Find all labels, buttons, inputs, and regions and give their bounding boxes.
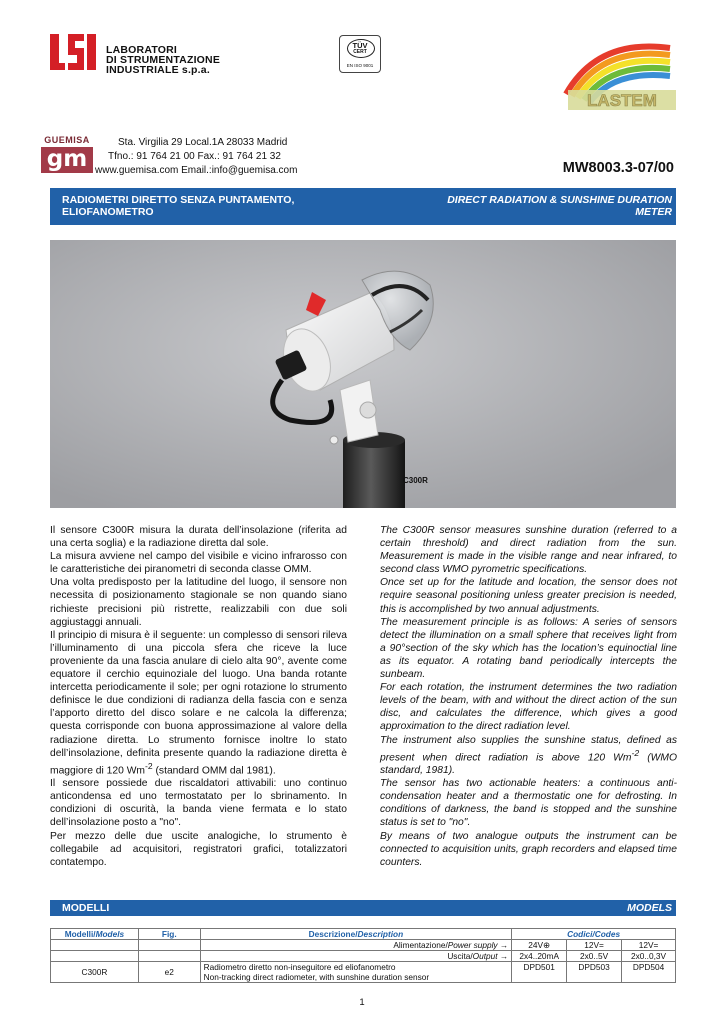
title-band bbox=[50, 188, 676, 225]
output-label bbox=[200, 951, 512, 962]
company-name-line-1: LABORATORI bbox=[106, 44, 178, 56]
header-description bbox=[200, 929, 512, 940]
product-photo bbox=[50, 240, 676, 508]
company-name-line-2: DI STRUMENTAZIONE bbox=[106, 54, 221, 66]
iso-standard: EN ISO 9001 bbox=[346, 63, 374, 68]
header-description-en: Description bbox=[357, 929, 404, 939]
document-code: MW8003.3-07/00 bbox=[562, 160, 674, 176]
supply-label bbox=[200, 940, 512, 951]
models-table bbox=[50, 928, 676, 983]
output-label-it: Uscita/ bbox=[447, 951, 473, 961]
lsi-logo bbox=[50, 32, 96, 72]
header-models-en: Models bbox=[95, 929, 125, 939]
table-row bbox=[51, 962, 676, 973]
row-description-en: Non-tracking direct radiometer, with sunshine duration sensor bbox=[200, 972, 512, 983]
guemisa-logo bbox=[36, 135, 98, 181]
header-codes: Codici/Codes bbox=[512, 929, 676, 940]
row-code-2: DPD503 bbox=[567, 962, 622, 983]
en-paragraph-2: Once set up for the latitude and location, the sensor does not require seasonal positioning unless greater precision is needed, this is accomplished by two annual adjustments. bbox=[380, 577, 677, 615]
title-english-line-2: METER bbox=[635, 206, 672, 218]
header-description-it: Descrizione/ bbox=[308, 929, 358, 939]
output-empty-1 bbox=[51, 951, 139, 962]
row-fig: e2 bbox=[138, 962, 200, 983]
en-unit-exponent: -2 bbox=[631, 747, 640, 758]
description-english bbox=[380, 524, 677, 869]
supply-empty-2 bbox=[138, 940, 200, 951]
en-paragraph-5-text: The instrument also supplies the sunshine status, defined as present when direct radiation is above 120 Wm bbox=[380, 734, 677, 764]
row-description-it: Radiometro diretto non-inseguitore ed eliofanometro bbox=[200, 962, 512, 973]
tuv-mark-text: TÜV bbox=[352, 41, 368, 50]
tuv-certification-mark bbox=[339, 35, 381, 73]
header-models bbox=[51, 929, 139, 940]
output-empty-2 bbox=[138, 951, 200, 962]
output-value-2: 2x0..5V bbox=[567, 951, 622, 962]
en-paragraph-4: For each rotation, the instrument determines the two radiation levels of the beam, with and without the direct action of the sun disc, and calculates the difference, which gives a good approximation to the direct radiation level. bbox=[380, 682, 677, 733]
it-unit-exponent: -2 bbox=[145, 760, 153, 771]
header-fig: Fig. bbox=[138, 929, 200, 940]
it-paragraph-4-text: Il principio di misura è il seguente: un complesso di sensori rileva l’illuminamento di una piccola sfera che riceve la luce proveniente da una fascia anulare di cielo alta 90°, avente come equatore il cerchio equinoziale del luogo. Una banda rotante intercetta periodicamente il sole; per ogni rotazione lo strumento definisce le due condizioni di radianza della fascia con e senza l’apporto diretto del disco solare e ne calcola la differenza; questa corrisponde con buona approssimazione al valore della radiazione diretta. Lo strumento fornisce inoltre lo stato dell’insolazione, definita presente quando la radiazione diretta è maggiore di 120 Wm bbox=[50, 629, 347, 777]
row-model: C300R bbox=[51, 962, 139, 983]
output-label-en: Output → bbox=[472, 951, 509, 961]
title-italian-line-1: RADIOMETRI DIRETTO SENZA PUNTAMENTO, bbox=[62, 194, 295, 206]
title-english-line-1: DIRECT RADIATION & SUNSHINE DURATION bbox=[447, 194, 672, 206]
distributor-phones: Tfno.: 91 764 21 00 Fax.: 91 764 21 32 bbox=[108, 151, 281, 162]
guemisa-name: GUEMISA bbox=[44, 135, 90, 145]
guemisa-initials: gm bbox=[41, 147, 93, 173]
it-paragraph-4-end: (standard OMM dal 1981). bbox=[152, 765, 276, 777]
company-name bbox=[106, 45, 220, 75]
tuv-cert-text: CERT bbox=[353, 49, 367, 55]
en-paragraph-5 bbox=[380, 734, 677, 778]
output-value-1: 2x4..20mA bbox=[512, 951, 567, 962]
en-paragraph-6: The sensor has two actionable heaters: a continuous anti-condensation heater and a thermostatic one for defrosting. In conditions of darkness, the band is stopped and the sunshine status is set to "no". bbox=[380, 778, 677, 829]
supply-value-1: 24V⊕ bbox=[512, 940, 567, 951]
row-code-1: DPD501 bbox=[512, 962, 567, 983]
table-header-row bbox=[51, 929, 676, 940]
lastem-brand: LASTEM bbox=[587, 91, 657, 110]
title-english bbox=[392, 194, 672, 218]
table-supply-row bbox=[51, 940, 676, 951]
title-italian-line-2: ELIOFANOMETRO bbox=[62, 206, 154, 218]
en-paragraph-5-end: (WMO standard, 1981). bbox=[380, 752, 677, 777]
models-title-english: MODELS bbox=[627, 902, 672, 914]
table-output-row bbox=[51, 951, 676, 962]
en-paragraph-1: The C300R sensor measures sunshine duration (referred to a certain threshold) and direct radiation from the sun. Measurement is made in the visible range and near infrared, to second class WMO pyrometric specifications. bbox=[380, 525, 677, 576]
supply-label-en: Power supply → bbox=[447, 940, 509, 950]
it-paragraph-5: Il sensore possiede due riscaldatori attivabili: uno continuo anticondensa ed uno termostatato per lo sbrinamento. In condizioni di oscurità, la banda viene fermata e lo stato dell’insolazione posto a "no". bbox=[50, 778, 347, 829]
it-paragraph-1: Il sensore C300R misura la durata dell’insolazione (riferita ad una certa soglia) e la radiazione diretta dal sole. bbox=[50, 525, 347, 550]
distributor-web-email[interactable]: www.guemisa.com Email.:info@guemisa.com bbox=[95, 165, 298, 176]
models-band bbox=[50, 900, 676, 916]
row-code-3: DPD504 bbox=[622, 962, 676, 983]
it-paragraph-3: Una volta predisposto per la latitudine del luogo, il sensore non necessita di posizionamento stagionale se non quando siano richieste precisioni più ristrette, realizzabili con due soli aggiustaggi annuali. bbox=[50, 577, 347, 628]
it-paragraph-6: Per mezzo delle due uscite analogiche, lo strumento è collegabile ad acquisitori, registratori grafici, totalizzatori contatempo. bbox=[50, 830, 347, 868]
supply-label-it: Alimentazione/ bbox=[393, 940, 448, 950]
company-name-line-3: INDUSTRIALE s.p.a. bbox=[106, 64, 210, 76]
description-italian bbox=[50, 524, 347, 869]
output-value-3: 2x0..0,3V bbox=[622, 951, 676, 962]
supply-value-2: 12V= bbox=[567, 940, 622, 951]
supply-empty-1 bbox=[51, 940, 139, 951]
title-italian bbox=[62, 194, 362, 218]
header-models-it: Modelli/ bbox=[64, 929, 96, 939]
lastem-logo bbox=[558, 34, 678, 114]
en-paragraph-3: The measurement principle is as follows: A series of sensors detect the illumination on a small sphere that receives light from a 90°section of the sky which has the location’s equinoctial line as its equator. A rotating band periodically intercepts the sunbeam. bbox=[380, 616, 677, 681]
models-title-italian: MODELLI bbox=[62, 902, 110, 914]
distributor-address: Sta. Virgilia 29 Local.1A 28033 Madrid bbox=[118, 137, 288, 148]
en-paragraph-7: By means of two analogue outputs the instrument can be connected to acquisition units, graph recorders and elapsed time counters. bbox=[380, 830, 677, 868]
photo-caption: C300R bbox=[403, 476, 428, 485]
supply-value-3: 12V= bbox=[622, 940, 676, 951]
it-paragraph-2: La misura avviene nel campo del visibile e vicino infrarosso con le caratteristiche dei piranometri di seconda classe OMM. bbox=[50, 551, 347, 576]
it-paragraph-4 bbox=[50, 629, 347, 777]
page-number: 1 bbox=[359, 997, 365, 1008]
